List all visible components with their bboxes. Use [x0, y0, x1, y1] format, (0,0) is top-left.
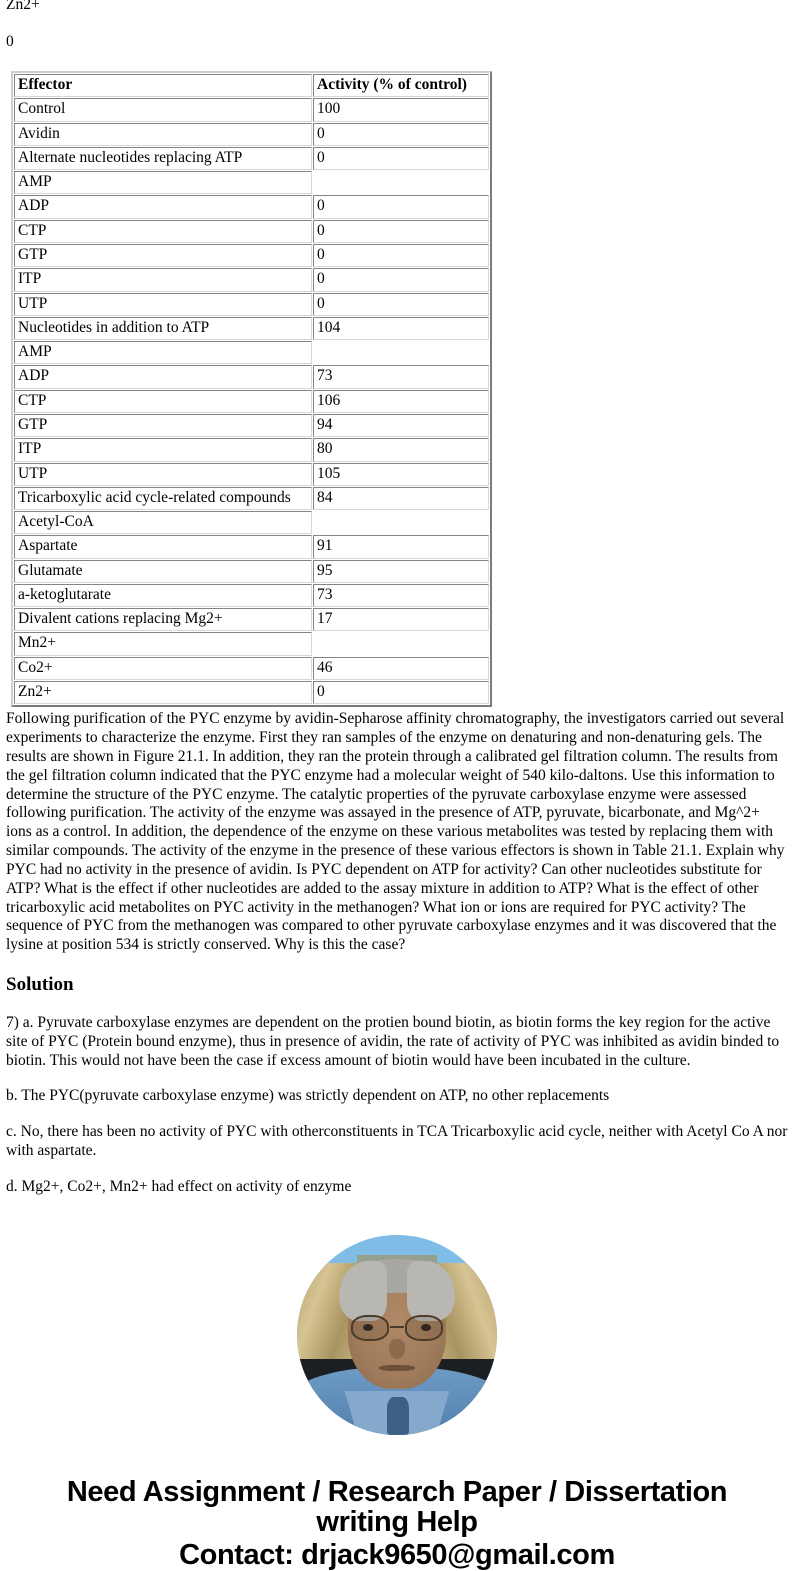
cell-effector: ADP [14, 195, 312, 218]
cell-activity: 80 [313, 438, 489, 461]
column-header-activity: Activity (% of control) [313, 74, 489, 97]
cell-effector: CTP [14, 390, 312, 413]
table-row [14, 438, 489, 461]
solution-answer-b: b. The PYC(pyruvate carboxylase enzyme) was strictly dependent on ATP, no other replacements [6, 1087, 610, 1105]
table-row [14, 584, 489, 607]
cell-effector: ITP [14, 268, 312, 291]
table-row [14, 535, 489, 558]
table-row [14, 341, 489, 364]
cell-activity: 0 [313, 220, 489, 243]
table-body [14, 98, 489, 704]
cell-activity: 17 [313, 608, 489, 631]
cell-activity: 46 [313, 657, 489, 680]
table-row [14, 632, 489, 655]
table-head [14, 74, 489, 97]
column-header-effector: Effector [14, 74, 312, 97]
cell-effector: AMP [14, 171, 312, 194]
portrait-mouth [379, 1365, 415, 1371]
table-row [14, 365, 489, 388]
cell-effector: Glutamate [14, 560, 312, 583]
cell-effector: Avidin [14, 123, 312, 146]
solution-answer-a: 7) a. Pyruvate carboxylase enzymes are dependent on the protien bound biotin, as biotin forms the key region for the active site of PYC (Protein bound enzyme), thus in presence of avidin, the rate of activity of PYC was inhibited as avidin binded to biotin. This would not have been the case if excess amount of biotin would have been incubated in the culture. [6, 1013, 780, 1069]
cell-effector: AMP [14, 341, 312, 364]
effector-activity-table [11, 71, 492, 707]
cell-effector: Alternate nucleotides replacing ATP [14, 147, 312, 170]
solution-answer-c: c. No, there has been no activity of PYC with otherconstituents in TCA Tricarboxylic acid cycle, neither with Acetyl Co A nor with aspartate. [6, 1123, 788, 1160]
table-row [14, 414, 489, 437]
cell-effector: Acetyl-CoA [14, 511, 312, 534]
table-row [14, 220, 489, 243]
table-row [14, 147, 489, 170]
cell-activity: 0 [313, 681, 489, 704]
cell-activity: 0 [313, 195, 489, 218]
table-row [14, 195, 489, 218]
cell-activity: 106 [313, 390, 489, 413]
cell-activity: 0 [313, 123, 489, 146]
cell-effector: UTP [14, 463, 312, 486]
cell-activity: 0 [313, 147, 489, 170]
portrait-tie [387, 1397, 409, 1435]
table-row [14, 657, 489, 680]
cell-effector: GTP [14, 414, 312, 437]
top-fragment-effector: Zn2+ [6, 0, 40, 13]
cell-activity: 0 [313, 244, 489, 267]
cell-activity: 104 [313, 317, 489, 340]
table-row [14, 244, 489, 267]
cell-activity: 0 [313, 293, 489, 316]
table-row [14, 390, 489, 413]
table-row [14, 317, 489, 340]
portrait-nose [389, 1339, 405, 1359]
cell-effector: CTP [14, 220, 312, 243]
promo-footer [6, 1477, 788, 1570]
table-row [14, 123, 489, 146]
cell-effector: GTP [14, 244, 312, 267]
table-row [14, 560, 489, 583]
eyeglasses-bridge-icon [390, 1326, 404, 1328]
cell-activity: 94 [313, 414, 489, 437]
solution-heading: Solution [6, 974, 74, 996]
cell-effector: Aspartate [14, 535, 312, 558]
cell-effector: Mn2+ [14, 632, 312, 655]
cell-effector: a-ketoglutarate [14, 584, 312, 607]
cell-activity: 73 [313, 584, 489, 607]
cell-effector: Control [14, 98, 312, 121]
question-paragraph: Following purification of the PYC enzyme by avidin-Sepharose affinity chromatography, the investigators carried out several experiments to characterize the enzyme. First they ran samples of the enzyme on denaturing and non-denaturing gels. The results are shown in Figure 21.1. In addition, they ran the protein through a calibrated gel filtration column. The results from the gel filtration column indicated that the PYC enzyme had a molecular weight of 540 kilo-daltons. Use this information to determine the structure of the PYC enzyme. The catalytic properties of the pyruvate carboxylase enzyme were assessed following purification. The activity of the enzyme was assayed in the presence of ATP, pyruvate, bicarbonate, and Mg^2+ ions as a control. In addition, the dependence of the enzyme on these various metabolites was tested by replacing them with similar compounds. The activity of the enzyme in the presence of these various effectors is shown in Table 21.1. Explain why PYC had no activity in the presence of avidin. Is PYC dependent on ATP for activity? Can other nucleotides substitute for ATP? What is the effect if other nucleotides are added to the assay mixture in addition to ATP? What is the effect of other tricarboxylic acid metabolites on PYC activity in the methanogen? What ion or ions are required for PYC activity? The sequence of PYC from the methanogen was compared to other pyruvate carboxylase enzymes and it was discovered that the lysine at position 534 is strictly conserved. Why is this the case? [6, 710, 785, 954]
portrait-container [6, 1235, 788, 1435]
cell-effector: Divalent cations replacing Mg2+ [14, 608, 312, 631]
eyeglasses-lens-left-icon [351, 1315, 389, 1341]
eyeglasses-lens-right-icon [405, 1315, 443, 1341]
cell-effector: Co2+ [14, 657, 312, 680]
table-row [14, 511, 489, 534]
solution-answer-d: d. Mg2+, Co2+, Mn2+ had effect on activity of enzyme [6, 1177, 352, 1195]
cell-activity: 105 [313, 463, 489, 486]
cell-effector: UTP [14, 293, 312, 316]
cell-activity: 95 [313, 560, 489, 583]
table-row [14, 681, 489, 704]
avatar [297, 1235, 497, 1435]
promo-line-2: writing Help [316, 1506, 478, 1539]
table-row [14, 293, 489, 316]
cell-activity: 84 [313, 487, 489, 510]
table-row [14, 98, 489, 121]
cell-effector: ADP [14, 365, 312, 388]
cell-effector: Zn2+ [14, 681, 312, 704]
table-row [14, 487, 489, 510]
promo-contact-email: Contact: drjack9650@gmail.com [179, 1538, 615, 1571]
table-row [14, 171, 489, 194]
cell-effector: Tricarboxylic acid cycle-related compounds [14, 487, 312, 510]
table-row [14, 608, 489, 631]
cell-effector: ITP [14, 438, 312, 461]
top-fragment-value: 0 [6, 32, 14, 50]
cell-activity: 100 [313, 98, 489, 121]
table-row [14, 268, 489, 291]
table-header-row [14, 74, 489, 97]
cell-activity: 73 [313, 365, 489, 388]
promo-line-1: Need Assignment / Research Paper / Dissertation [66, 1475, 728, 1508]
cell-activity: 91 [313, 535, 489, 558]
cell-effector: Nucleotides in addition to ATP [14, 317, 312, 340]
table-row [14, 463, 489, 486]
cell-activity: 0 [313, 268, 489, 291]
